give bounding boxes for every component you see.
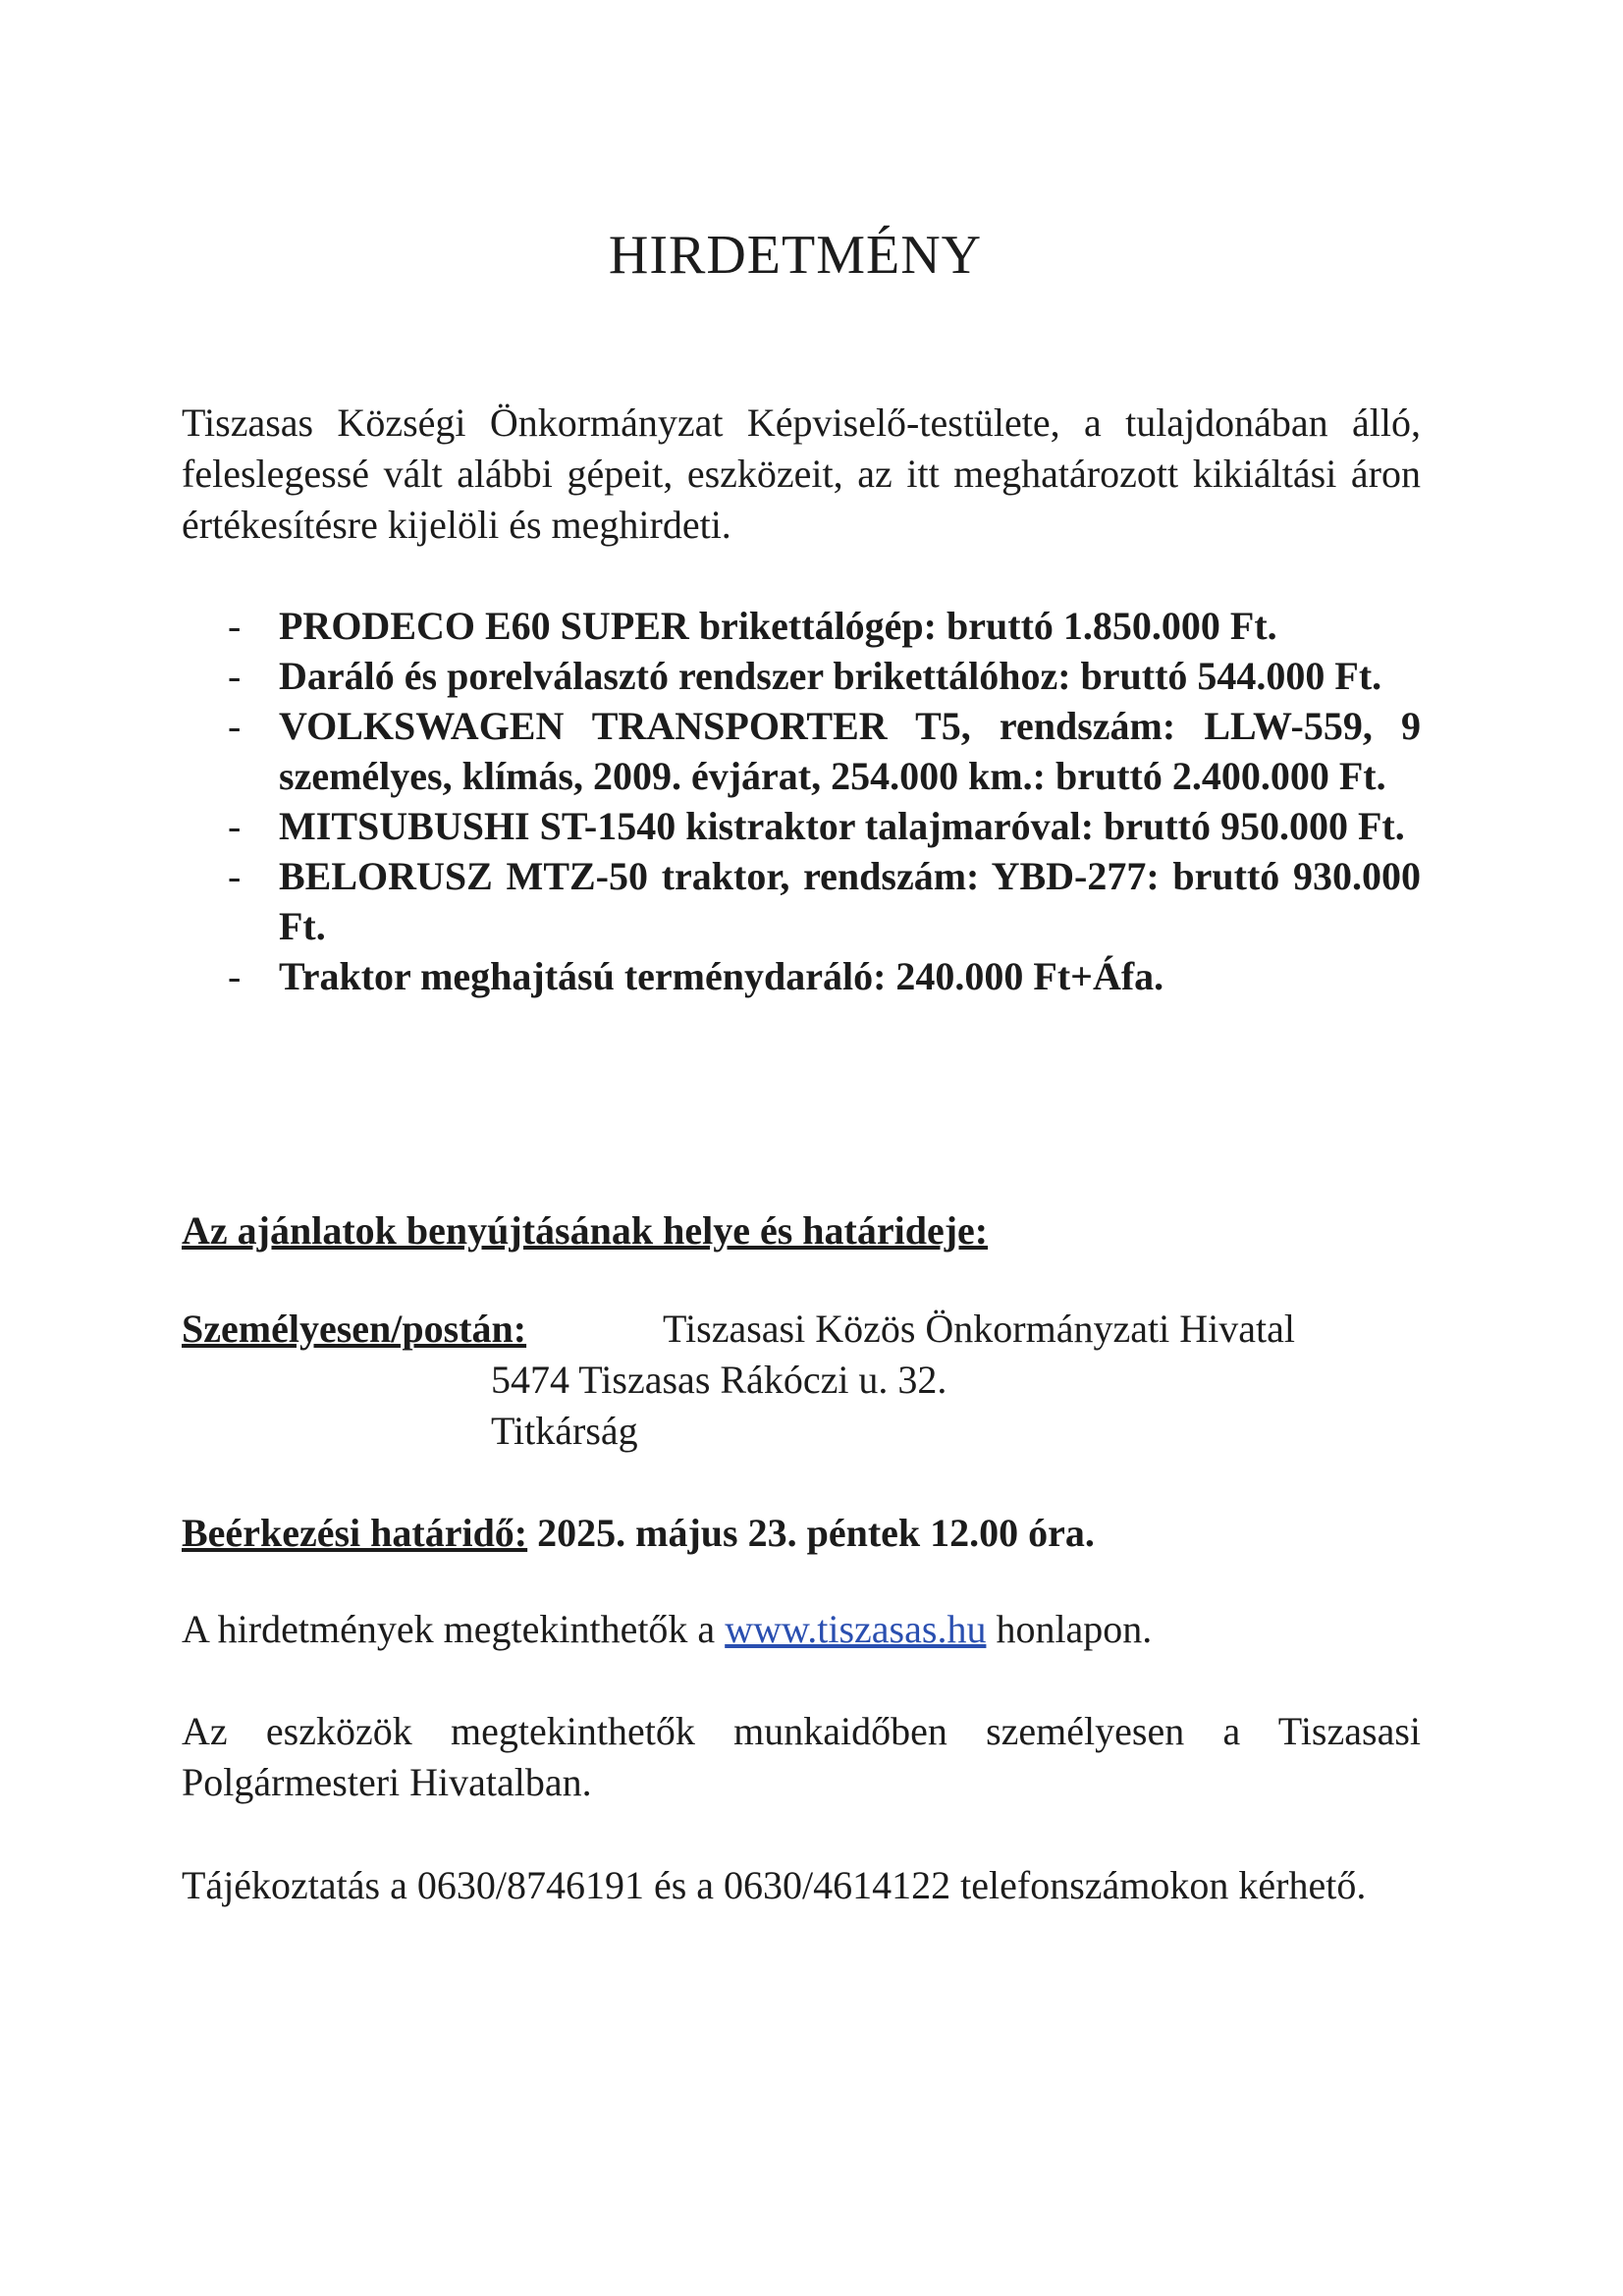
submission-heading: Az ajánlatok benyújtásának helye és határideje:	[182, 1208, 989, 1253]
deadline-value: 2025. május 23. péntek 12.00 óra.	[527, 1511, 1095, 1555]
list-dash: -	[228, 604, 242, 648]
list-item	[228, 701, 1421, 801]
website-link[interactable]: www.tiszasas.hu	[725, 1607, 987, 1651]
list-item	[228, 951, 1421, 1001]
address-street: 5474 Tiszasas Rákóczi u. 32.	[491, 1358, 947, 1402]
list-dash: -	[228, 654, 242, 698]
list-item-text: Traktor meghajtású terménydaráló: 240.000 Ft+Áfa.	[279, 954, 1164, 998]
list-item-text: Daráló és porelválasztó rendszer brikettálóhoz: bruttó 544.000 Ft.	[279, 654, 1382, 698]
web-notice-suffix: honlapon.	[986, 1607, 1153, 1651]
list-item-text: MITSUBUSHI ST-1540 kistraktor talajmaróval: bruttó 950.000 Ft.	[279, 804, 1405, 848]
list-dash: -	[228, 704, 242, 748]
web-notice	[182, 1604, 1421, 1655]
viewing-notice: Az eszközök megtekinthetők munkaidőben személyesen a Tiszasasi Polgármesteri Hivatalban.	[182, 1709, 1421, 1804]
submission-label: Személyesen/postán:	[182, 1307, 527, 1351]
contact-notice: Tájékoztatás a 0630/8746191 és a 0630/4614122 telefonszámokon kérhető.	[182, 1863, 1367, 1907]
list-item	[228, 801, 1421, 851]
list-item-text: BELORUSZ MTZ-50 traktor, rendszám: YBD-277: bruttó 930.000 Ft.	[279, 854, 1421, 948]
list-dash: -	[228, 954, 242, 998]
list-item	[228, 851, 1421, 951]
list-item	[228, 601, 1421, 651]
deadline-label: Beérkezési határidő:	[182, 1511, 528, 1555]
address-department: Titkárság	[491, 1409, 638, 1453]
list-dash: -	[228, 854, 242, 898]
deadline-line	[182, 1510, 1095, 1556]
intro-paragraph: Tiszasas Községi Önkormányzat Képviselő-testülete, a tulajdonában álló, feleslegessé vált alábbi gépeit, eszközeit, az itt meghatározott kikiáltási áron értékesítésre kijelöli és meghirdeti.	[182, 400, 1421, 547]
submission-address	[182, 1304, 1421, 1457]
address-line	[182, 1304, 1421, 1355]
address-office: Tiszasasi Közös Önkormányzati Hivatal	[663, 1307, 1295, 1351]
list-item	[228, 651, 1421, 701]
items-list	[228, 601, 1421, 1001]
list-item-text: VOLKSWAGEN TRANSPORTER T5, rendszám: LLW-559, 9 személyes, klímás, 2009. évjárat, 254.000 km.: bruttó 2.400.000 Ft.	[279, 704, 1421, 798]
list-dash: -	[228, 804, 242, 848]
page-title: HIRDETMÉNY	[608, 225, 983, 286]
web-notice-text: A hirdetmények megtekinthetők a	[182, 1607, 726, 1651]
list-item-text: PRODECO E60 SUPER brikettálógép: bruttó 1.850.000 Ft.	[279, 604, 1277, 648]
